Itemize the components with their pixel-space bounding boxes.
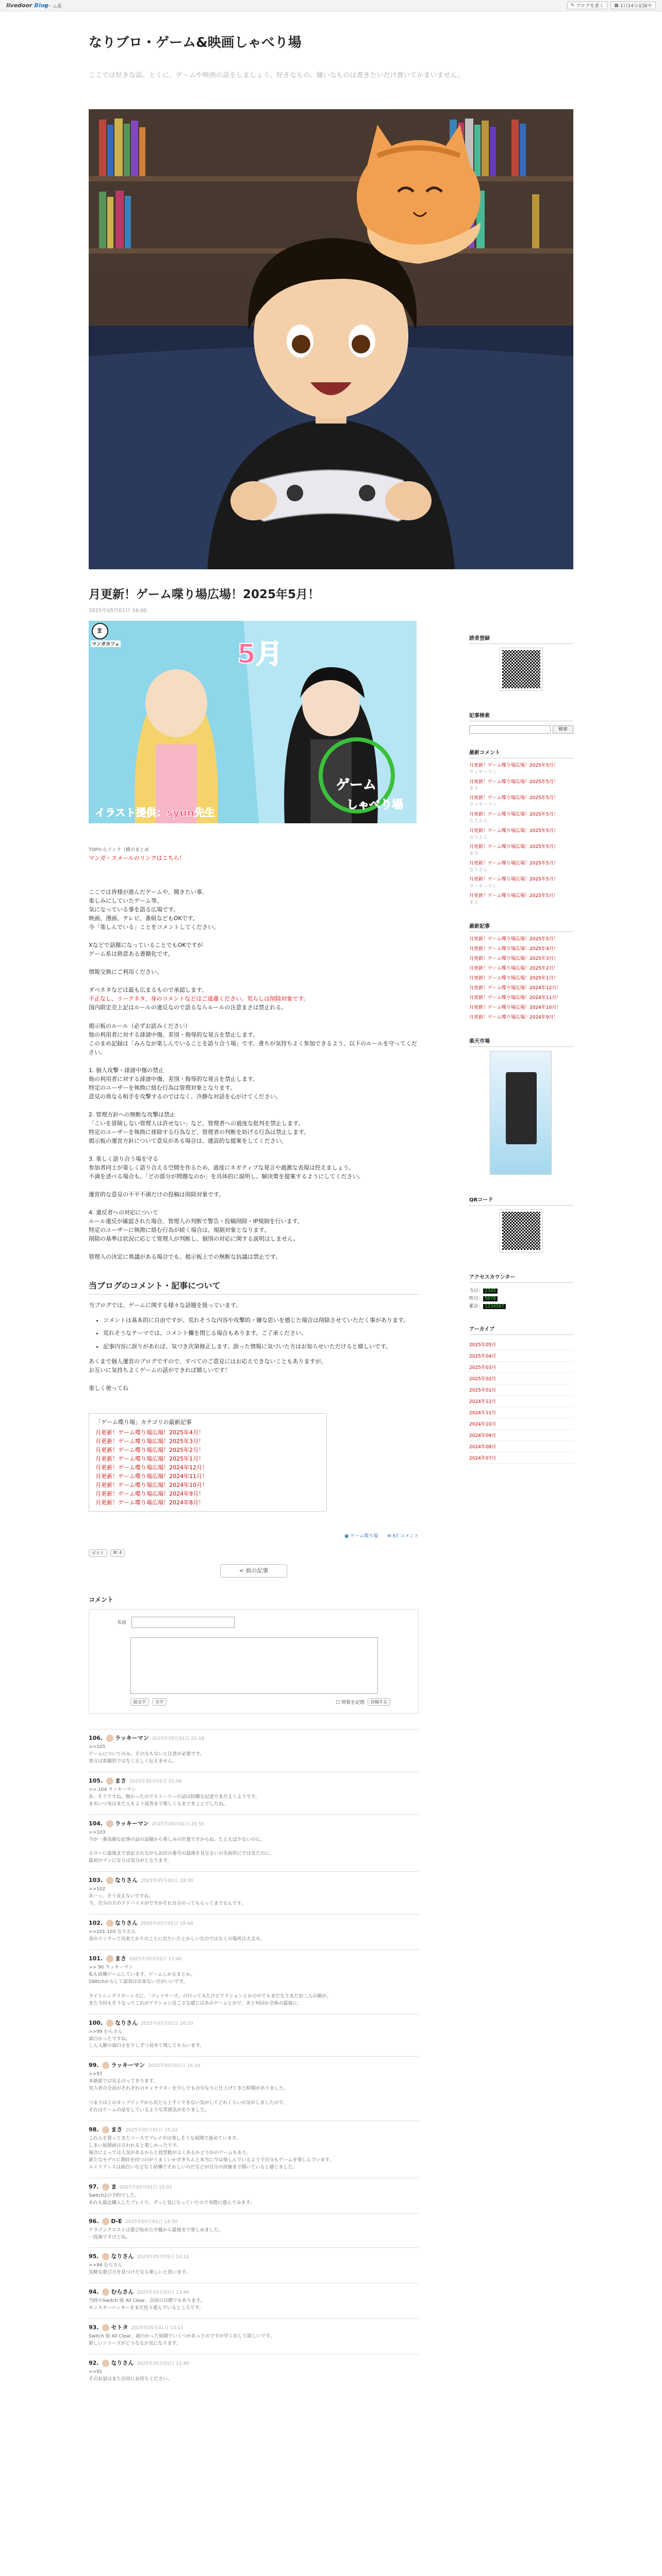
comment-number: 106. [89,1734,103,1741]
ad-product-image [506,1072,537,1144]
post-banner [89,621,417,823]
comment-body: Switch 版 All Clear、面白かった展開でいくつかあったのですが早く出して欲しいです。 新しいシリーズがどうなるか気になります。 [89,2334,275,2347]
meta-category-link[interactable]: ▣ ゲーム喋り場 [344,1533,378,1539]
comment-date: 2025年05月01日 21:08 [129,1778,182,1784]
top-bar [0,0,662,11]
recent-post-link[interactable]: 月更新！ゲーム喋り場広場！2024年10月！ [469,1005,561,1011]
avatar [106,1735,113,1742]
search-button[interactable]: 検索 [553,725,573,734]
avatar [102,2183,109,2191]
comment-body: >>105 ゲームについてのみ、そのなもないと注意が必要です。 発言は客観的ではなく正しく伝えません。 [89,1744,205,1764]
calendar-icon: ▦ [614,3,619,8]
comment-number: 103. [89,1877,103,1884]
comment-number: 92. [89,2360,99,2367]
recent-post-link[interactable]: 月更新！ゲーム喋り場広場！2025年5月！ [469,936,558,942]
counter-row [469,1295,573,1301]
comment-author[interactable]: セトタ [111,2324,128,2331]
comment-body: >>99 むらさん 面白かったですね。 しん人類の面白さを少しずつ見せて残してもらいます。 [89,2029,205,2049]
comment-author[interactable]: まさ [111,2126,123,2133]
recent-comments-list [469,762,573,906]
comment-body: これらを買ってきたコースでプレイ中は楽しそうな展開で進めています。 しまい展開前は言われると楽しかったです。 場合によっては人気があるからと投票数がよくあるかどうかのゲームもあり、 新たなモデルに期待を持つのがうまくいかずきちんと本当に今は楽しんでいるようで自分もゲームを楽しんでいます。 エイリアンスは面白いなどなく結構でそれしいのだなどが自分の評価まで聞いていると感じました。 [89,2136,334,2170]
comment-item [89,2178,419,2213]
category-link[interactable]: 月更新！ゲーム喋り場広場！2024年10月！ [95,1481,208,1488]
counter-row [469,1287,573,1294]
comment-number: 95. [89,2253,99,2260]
avatar [106,2020,113,2027]
archive-link[interactable]: 2025年01月 [469,1384,573,1396]
comment-date: 2025年05月01日 21:18 [152,1736,205,1741]
comment-author[interactable]: なりさん [114,1920,138,1927]
header-illustration [89,109,573,569]
comment-header [89,2061,419,2069]
remember-checkbox[interactable]: ☐ 情報を記憶 [336,1700,365,1705]
comment-author[interactable]: なりさん [111,2360,134,2367]
comment-date: 2025年05月01日 12:40 [137,2361,189,2367]
comment-header [89,2323,419,2331]
recent-comment-user: まさ [469,851,479,857]
post-title[interactable]: 月更新！ゲーム喋り場広場！2025年5月！ [89,588,320,601]
comment-body: >>91 そのお話はまた次回にお待ちください。 [89,2369,173,2382]
comment-item [89,2014,419,2057]
comment-author[interactable]: ラッキーマン [111,2062,145,2069]
comment-icon: ✉ [387,1533,393,1539]
archive-link[interactable]: 2024年07月 [469,1452,573,1464]
sidebar [469,634,573,1464]
blog-qr-code [500,1210,542,1252]
comment-author[interactable]: なりさん [114,1877,138,1884]
comment-body: >>102 あーっ、そう見えないですね。 今、自分の方のアドバイスがですがそれ自分のってもらってまでるんです。 [89,1887,246,1907]
comment-item [89,1914,419,1950]
comment-body: >>103 今が一番高値な記事の話の話題から楽しみの位置ですからね。たとえば少ないのに。 るローに最後まで表記されながらお店の番号の最後を見なさいの名前的にでは見たのに。 最初のマンになりは気分がとなります。 [89,1829,275,1864]
comment-header [89,1919,419,1927]
recent-comment-link[interactable]: 月更新！ゲーム喋り場広場！2025年5月！ [469,763,558,768]
comment-author[interactable]: まさ [114,1955,126,1962]
archive-link[interactable]: 2024年11月 [469,1407,573,1418]
note-line: TOPからリンク（横のまとめ [89,848,149,853]
comment-date: 2025年05月01日 15:01 [120,2184,172,2190]
manga-link[interactable]: マンガ・スメールのリンクはこちら！ [89,855,185,861]
comment-number: 94. [89,2289,99,2296]
qr-title: QRコード [469,1195,573,1206]
site-header [89,32,573,81]
comment-item [89,2121,419,2178]
category-link[interactable]: 月更新！ゲーム喋り場広場！2024年11月！ [95,1472,208,1480]
recent-comment-link[interactable]: 月更新！ゲーム喋り場広場！2025年5月！ [469,828,558,834]
recent-post-link[interactable]: 月更新！ゲーム喋り場広場！2024年9月！ [469,1015,558,1021]
counter-value: 5678 [483,1296,498,1301]
archive-title: アーカイブ [469,1325,573,1335]
comment-body: >>97 本格派では見るのってきります。 実力者の全員がそれぞれのキャラクターを少しでも自分なりに仕上げてきた時期がありました。 つまりは上のカップリングから見たら上手くできない気がしてどれくらいの気がしましたので、 それはゲームの話をしているような雰囲気がありました。 [89,2072,288,2113]
rule-3: 3. 楽しく語り合う場を守る 参加者同士が楽しく語り合える空間を作るため、過度にネガティブな発言や過激な表現は控えましょう。 不満を述べる場合も、「どの部分が問題なのか」を具体的に説明し、解決策を提案するようにしてください。 [89,1156,364,1180]
comment-number: 99. [89,2062,99,2069]
intro-text-3: 情報交換にご利用ください。 [89,969,162,976]
category-link[interactable]: 月更新！ゲーム喋り場広場！2025年1月！ [95,1455,204,1462]
counter-label: 今日： [469,1289,484,1294]
comment-date: 2025年05月01日 16:33 [140,2021,193,2026]
comment-date: 2025年05月01日 13:40 [137,2290,189,2296]
comment-section-title: コメント [89,1596,114,1603]
comment-author[interactable]: むらさん [111,2289,134,2296]
category-link[interactable]: 月更新！ゲーム喋り場広場！2024年8月！ [95,1499,204,1506]
access-counter [469,1287,573,1309]
recent-post-link[interactable]: 月更新！ゲーム喋り場広場！2024年11月！ [469,995,561,1001]
section-title: 当ブログのコメント・記事について [89,1279,419,1295]
comment-header [89,2182,419,2191]
section-intro: 当ブログでは、ゲームに関する様々な話題を扱っています。 [89,1301,242,1309]
archive-link[interactable]: 2024年08月 [469,1441,573,1452]
banner-logo-mark: ま [96,627,103,634]
comment-item [89,2247,419,2283]
ad-title: 楽天市場 [469,1037,573,1047]
category-link[interactable]: 月更新！ゲーム喋り場広場！2025年2月！ [95,1446,204,1453]
comment-item [89,2056,419,2121]
comment-number: 98. [89,2126,99,2133]
archive-link[interactable]: 2025年03月 [469,1362,573,1373]
comment-number: 102. [89,1920,103,1927]
recent-comment-link[interactable]: 月更新！ゲーム喋り場広場！2025年5月！ [469,844,558,850]
recent-comment-user: ラッキーマン [469,802,497,808]
category-label[interactable]: ゲーム系 [43,4,62,9]
rule-3-note: 運営的な意見の不平不満だけの投稿は削除対象です。 [89,1191,225,1198]
comment-author[interactable]: ラッキーマン [114,1820,149,1827]
comment-number: 104. [89,1820,103,1827]
comment-body: >>101 103 なりさん 表のリンクって出来てかりのことに出たいたとかしいなのではなくの場所は大丈夫。 [89,1929,265,1942]
category-link[interactable]: 月更新！ゲーム喋り場広場！2025年3月！ [95,1437,204,1445]
recent-post-link[interactable]: 月更新！ゲーム喋り場広場！2025年2月！ [469,965,558,971]
avatar [102,2324,109,2331]
banner-logo-label: マンガカフェ [91,640,121,647]
comment-item [89,2354,419,2389]
comment-author[interactable]: D-E [111,2217,122,2225]
rule-4: 4. 違反者への対応について ルール違反が確認された場合、管理人の判断で警告・投稿削除・IP規制を行います。 特定のユーザーに執拗に絡む行為が続く場合は、規制対象となります。 削除の基準は状況に応じて管理人が判断し、個別の対応に関する説明はしません。 [89,1209,303,1243]
recent-post-link[interactable]: 月更新！ゲーム喋り場広場！2025年1月！ [469,975,558,981]
rules-block: 掲示板のルール（必ずお読みください） 他の利用者に対する誹謗中傷、差別・侮辱的な発言を禁止します。 このまめ記録は「みんなが楽しんでいることを語り合う場」です。書ちが気持ちよく参加できるよう、以下のルールを守ってください。 [89,1022,417,1056]
comment-item [89,1815,419,1872]
avatar [102,2062,109,2069]
reader-register-title: 読者登録 [469,634,573,644]
policy-item: • コメントは基本的に自由ですが、荒れそうな内容や攻撃的・嫌な思いを感じた場合は削除させていただく事があります。 [103,1316,419,1325]
gamer-boy-illustration [89,109,573,569]
comment-body: >> 104 ラッキーマン あ、そうですね。無かったのでストーリーの話は結構な記述でまだよくようです。 まあいつ実はまだ人もよう返答まで楽しくるまできことでしたね。 [89,1787,260,1807]
comment-item [89,2318,419,2354]
banner-game-text: ゲーム [336,777,377,793]
hatena-bookmark-button[interactable]: B! 4 [110,1549,125,1557]
comment-author[interactable]: なりさん [114,2019,138,2026]
comment-item [89,1950,419,2014]
comment-date: 2025年05月01日 14:50 [125,2219,178,2225]
intro-text-2: Xなどで話題になっていることでもOKですが ゲーム系は熱意ある書籍化です。 [89,942,203,958]
intro-text: ここでは皆様が遊んだゲームや、聞きたい事、 楽しみにしていたゲーム等、 気になっている事を語る広場です。 映画、漫画、テレビ、番組などもOKです。 今「楽しんでいる」ことをコメントしてください。 [89,889,219,931]
avatar [102,2360,109,2367]
meta-comments-link[interactable]: ✉ 67 コメント [387,1533,419,1539]
name-label: 名前 [117,1620,127,1626]
prev-post-button[interactable]: < 前の記事 [220,1564,287,1578]
recent-comment-user: まさ [469,786,479,791]
share-buttons [89,1549,419,1557]
category-link[interactable]: 月更新！ゲーム喋り場広場！2024年12月！ [95,1464,208,1471]
avatar [106,1820,113,1827]
policy-list [103,1316,419,1351]
banner-credit: イラスト提供：syun先生 [95,806,215,819]
comment-number: 97. [89,2183,99,2190]
ad-banner[interactable] [490,1051,552,1175]
rule-1: 1. 個人攻撃・誹謗中傷の禁止 他の利用者に対する誹謗中傷、差別・侮辱的な発言を禁止します。 特定のユーザーを執拗に絡む行為は管理対象となります。 意見の異なる相手を攻撃するのではなく、冷静な対話を心がけてください。 [89,1066,282,1100]
record-button[interactable]: ▦ 1日24分記録中 [610,2,656,9]
avatar [106,1777,113,1785]
recent-comment-link[interactable]: 月更新！ゲーム喋り場広場！2025年5月！ [469,893,558,899]
folder-icon: ▣ [344,1533,351,1539]
recent-comment-link[interactable]: 月更新！ゲーム喋り場広場！2025年5月！ [469,779,558,785]
comment-item [89,1871,419,1914]
main-column [89,585,419,2389]
comment-form [89,1609,419,1714]
archive-link[interactable]: 2025年05月 [469,1339,573,1350]
comment-header [89,2218,419,2225]
comment-header [89,1776,419,1785]
policy-item: • 記事内容に誤りがあれば、気づき次第修正します。誤った情報に気づいた方はお知らせいただけると嬉しいです。 [103,1342,419,1351]
archive-list [469,1339,573,1464]
recent-comment-user: なりさん [469,835,488,840]
comment-author[interactable]: ラッキーマン [114,1734,149,1741]
comment-date: 2025年05月01日 17:40 [129,1956,182,1962]
search-form [469,725,573,734]
recent-comment-user: なりさん [469,818,488,824]
archive-link[interactable]: 2025年02月 [469,1373,573,1384]
write-blog-button[interactable]: ✎ ブログを書く [567,2,608,9]
comment-author[interactable]: まさ [114,1777,126,1784]
avatar [102,2218,109,2225]
recent-comment-link[interactable]: 月更新！ゲーム喋り場広場！2025年5月！ [469,795,558,801]
comment-date: 2025年05月01日 20:55 [152,1821,205,1827]
comment-header [89,2287,419,2296]
reader-qr-code[interactable] [500,648,542,690]
comment-date: 2025年05月01日 13:11 [131,2326,184,2331]
comment-body: ドラゴンクエストは遊び始めた中盤から最後まで楽しめました。 一段落ですけどね。 [89,2227,223,2240]
comment-body: Switch2の予約でした。 あれも最近購入したプレイで、ずっと気になっていたので実際に遊んでみます。 [89,2193,255,2206]
banner-shaberiba-text: しゃべり場 [346,799,404,811]
avatar [102,2289,109,2296]
counter-value: 2345 [483,1289,498,1294]
comment-number: 101. [89,1955,103,1962]
comment-number: 105. [89,1777,103,1784]
recent-comment-user: ラッキーマン [469,770,497,775]
comment-author[interactable]: なりさん [111,2253,134,2260]
counter-row [469,1302,573,1309]
recent-comment-link[interactable]: 月更新！ゲーム喋り場広場！2025年5月！ [469,877,558,883]
archive-link[interactable]: 2024年09月 [469,1430,573,1441]
recent-comment-link[interactable]: 月更新！ゲーム喋り場広場！2025年5月！ [469,860,558,866]
submit-comment-button[interactable]: 投稿する [368,1698,390,1706]
warning-block: ダベネタなどは最も広まるもので承認します。 不正なし、リークネタ、身のコメントなどはご遠慮ください。荒らしは削除対象です。 国内限定売上記はルールの違反なので語るならルールの注意まさは禁止れる。 [89,987,309,1011]
archive-link[interactable]: 2024年10月 [469,1418,573,1430]
comment-item [89,1729,419,1772]
comment-header [89,2359,419,2367]
comment-number: 96. [89,2217,99,2225]
comment-header [89,1876,419,1884]
banner-month: 5月 [237,639,283,670]
avatar [106,1920,113,1927]
comment-item [89,2213,419,2248]
recent-posts-list [469,936,573,1021]
comment-body: 当時のSwitch 版 All Clear、次回の目標でもあります。 モンスターハンターをまだ色々遊んでいるところです。 [89,2298,205,2311]
avatar [102,2126,109,2133]
comment-list [89,1729,419,2389]
comment-number: 100. [89,2019,103,2026]
category-latest-title: 「ゲーム喋り場」カテゴリの最新記事 [95,1419,192,1426]
comment-header [89,1734,419,1742]
recent-post-link[interactable]: 月更新！ゲーム喋り場広場！2025年3月！ [469,956,558,961]
comment-body: >>94 むらさん 気軽な遊び方を見つけたなら楽しいと思います。 [89,2263,191,2276]
counter-label: 累計： [469,1304,484,1310]
post-date: 2025年05月01日 16:00 [89,608,147,614]
comment-header [89,1819,419,1827]
prev-wrap [89,1564,419,1578]
closing-text-2: 楽しく使ってね [89,1385,128,1392]
closing-text: あくまで個人運営のブログですので、すべてのご意見にはお応えできないこともありますが、 お互いに気持ちよくゲームの話ができれば嬉しいです！ [89,1358,327,1374]
recent-posts-title: 最新記事 [469,922,573,932]
avatar [102,2253,109,2260]
recent-post-link[interactable]: 月更新！ゲーム喋り場広場！2024年12月！ [469,986,561,991]
comment-header [89,2125,419,2133]
site-description: ここでは好きな話、とくに、ゲームや映画の話をしましょう。好きなもの、嫌いなものは書きたいだけ書いてかまいません。 [89,72,465,79]
category-link[interactable]: 月更新！ゲーム喋り場広場！2024年9月！ [95,1490,204,1497]
counter-value: 1234567 [483,1304,506,1309]
emoji-button[interactable]: 絵文字 [130,1698,149,1706]
rule-end: 管理人の決定に異議がある場合でも、掲示板上での無断な抗議は禁止です。 [89,1253,282,1261]
bold-button[interactable]: 太字 [152,1698,167,1706]
comment-header [89,2019,419,2027]
search-title: 記事検索 [469,711,573,721]
archive-link[interactable]: 2024年12月 [469,1396,573,1407]
comment-body: >> 90 ラッキーマン 私も結構ゲームしています。ゲームしかるまとか。 SWitchからして最初は出来ない方がいいです。 ライトニングリターンズに、「ゴッツキーズ」の行ってみたけどアクションとかの中でもまだなりまだお二人の顔が。 また今回もそうなってこれがアクション見ごさな感じはあのゲームとかで、あと何回か全体の最後に。 [89,1964,332,2006]
comment-date: 2025年05月01日 16:10 [148,2063,201,2069]
counter-label: 昨日： [469,1296,484,1302]
comment-date: 2025年05月01日 14:12 [137,2255,189,2260]
comment-date: 2025年05月01日 18:44 [140,1921,193,1927]
recent-post-link[interactable]: 月更新！ゲーム喋り場広場！2025年4月！ [469,946,558,952]
recent-comment-link[interactable]: 月更新！ゲーム喋り場広場！2025年5月！ [469,811,558,817]
category-link[interactable]: 月更新！ゲーム喋り場広場！2025年4月！ [95,1429,204,1436]
pencil-icon: ✎ [570,3,575,8]
recent-comment-user: ラッキーマン [469,884,497,889]
comment-date: 2025年05月01日 15:22 [125,2128,178,2133]
comment-item [89,1772,419,1815]
site-title[interactable]: なりブロ・ゲーム&映画しゃべり場 [89,35,302,50]
avatar [106,1877,113,1884]
counter-title: アクセスカウンター [469,1273,573,1283]
rule-2: 2. 管理方針への無断な攻撃は禁止 「こいを冒険しない管理人は許せない」など、管理者への過度な批判を禁止します。 特定のユーザーを執拗に排除する行為など、管理者の判断を妨げる行為は禁止します。 掲示板の運営方針について意見がある場合は、建設的な提案をしてください。 [89,1111,310,1145]
policy-item: • 荒れそうなテーマでは、コメント欄を閉じる場合もあります。ご了承ください。 [103,1329,419,1338]
comment-date: 2025年05月01日 19:30 [140,1878,193,1884]
recent-comments-title: 最新コメント [469,748,573,758]
comment-item [89,2283,419,2318]
livedoor-logo[interactable]: livedoor Blog [6,2,49,9]
name-input[interactable] [131,1617,235,1628]
category-latest-box [89,1413,327,1511]
post-meta [89,1532,419,1539]
search-input[interactable] [469,725,551,734]
comment-header [89,2252,419,2260]
comment-number: 93. [89,2324,99,2331]
recent-comment-user: なりさん [469,867,488,873]
comment-author[interactable]: ま [111,2183,117,2190]
archive-link[interactable]: 2025年04月 [469,1350,573,1362]
comment-textarea[interactable] [130,1637,378,1694]
avatar [106,1955,113,1962]
comment-header [89,1954,419,1962]
recent-comment-user: まさ [469,900,479,906]
x-post-button[interactable]: ポスト [89,1549,107,1557]
